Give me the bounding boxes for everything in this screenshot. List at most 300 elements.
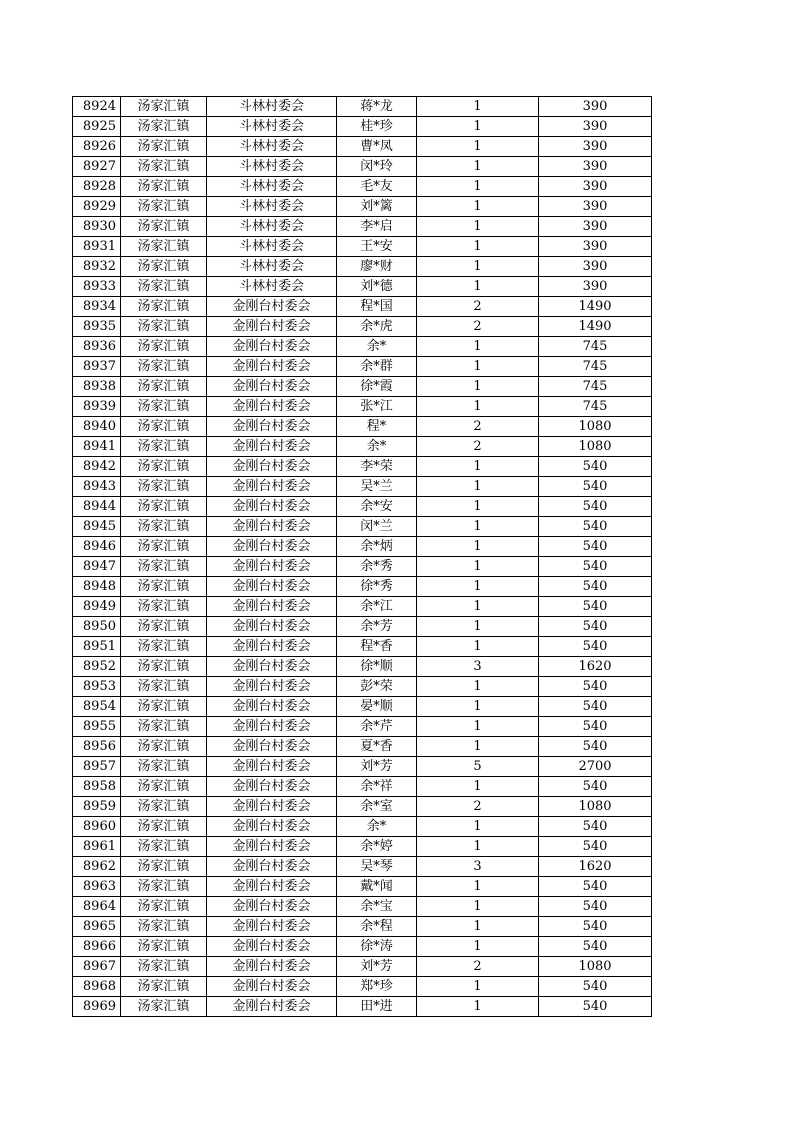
row-number-cell: 8951 <box>73 637 121 657</box>
name-cell: 王*安 <box>337 237 417 257</box>
village-cell: 金刚台村委会 <box>207 557 337 577</box>
count-cell: 1 <box>417 817 539 837</box>
row-number-cell: 8929 <box>73 197 121 217</box>
count-cell: 1 <box>417 497 539 517</box>
village-cell: 斗林村委会 <box>207 237 337 257</box>
table-row <box>73 117 652 137</box>
town-cell: 汤家汇镇 <box>121 837 207 857</box>
row-number-cell: 8950 <box>73 617 121 637</box>
table-row <box>73 877 652 897</box>
village-cell: 金刚台村委会 <box>207 897 337 917</box>
count-cell: 2 <box>417 797 539 817</box>
table-row <box>73 497 652 517</box>
name-cell: 闵*玲 <box>337 157 417 177</box>
village-cell: 金刚台村委会 <box>207 537 337 557</box>
row-number-cell: 8938 <box>73 377 121 397</box>
table-row <box>73 717 652 737</box>
town-cell: 汤家汇镇 <box>121 137 207 157</box>
name-cell: 徐*顺 <box>337 657 417 677</box>
table-row <box>73 517 652 537</box>
village-cell: 斗林村委会 <box>207 217 337 237</box>
count-cell: 1 <box>417 697 539 717</box>
village-cell: 金刚台村委会 <box>207 477 337 497</box>
count-cell: 1 <box>417 137 539 157</box>
table-row <box>73 957 652 977</box>
village-cell: 金刚台村委会 <box>207 857 337 877</box>
name-cell: 彭*荣 <box>337 677 417 697</box>
row-number-cell: 8961 <box>73 837 121 857</box>
count-cell: 1 <box>417 677 539 697</box>
village-cell: 金刚台村委会 <box>207 977 337 997</box>
count-cell: 1 <box>417 477 539 497</box>
row-number-cell: 8967 <box>73 957 121 977</box>
amount-cell: 745 <box>539 337 652 357</box>
table-row <box>73 937 652 957</box>
village-cell: 金刚台村委会 <box>207 877 337 897</box>
name-cell: 徐*霞 <box>337 377 417 397</box>
town-cell: 汤家汇镇 <box>121 637 207 657</box>
row-number-cell: 8965 <box>73 917 121 937</box>
town-cell: 汤家汇镇 <box>121 917 207 937</box>
count-cell: 1 <box>417 897 539 917</box>
row-number-cell: 8944 <box>73 497 121 517</box>
town-cell: 汤家汇镇 <box>121 597 207 617</box>
town-cell: 汤家汇镇 <box>121 357 207 377</box>
table-row <box>73 837 652 857</box>
amount-cell: 1080 <box>539 797 652 817</box>
name-cell: 刘*芳 <box>337 957 417 977</box>
town-cell: 汤家汇镇 <box>121 877 207 897</box>
amount-cell: 1080 <box>539 417 652 437</box>
count-cell: 1 <box>417 977 539 997</box>
amount-cell: 540 <box>539 977 652 997</box>
row-number-cell: 8959 <box>73 797 121 817</box>
town-cell: 汤家汇镇 <box>121 377 207 397</box>
row-number-cell: 8940 <box>73 417 121 437</box>
village-cell: 斗林村委会 <box>207 97 337 117</box>
town-cell: 汤家汇镇 <box>121 557 207 577</box>
table-row <box>73 457 652 477</box>
name-cell: 闵*兰 <box>337 517 417 537</box>
table-row <box>73 257 652 277</box>
town-cell: 汤家汇镇 <box>121 957 207 977</box>
amount-cell: 540 <box>539 677 652 697</box>
table-row <box>73 537 652 557</box>
town-cell: 汤家汇镇 <box>121 177 207 197</box>
data-table <box>72 96 652 1017</box>
amount-cell: 1080 <box>539 957 652 977</box>
table-row <box>73 997 652 1017</box>
amount-cell: 745 <box>539 377 652 397</box>
table-row <box>73 397 652 417</box>
town-cell: 汤家汇镇 <box>121 417 207 437</box>
table-row <box>73 157 652 177</box>
name-cell: 吴*兰 <box>337 477 417 497</box>
village-cell: 金刚台村委会 <box>207 497 337 517</box>
table-row <box>73 817 652 837</box>
name-cell: 徐*秀 <box>337 577 417 597</box>
village-cell: 金刚台村委会 <box>207 917 337 937</box>
village-cell: 金刚台村委会 <box>207 577 337 597</box>
row-number-cell: 8968 <box>73 977 121 997</box>
table-row <box>73 777 652 797</box>
count-cell: 1 <box>417 557 539 577</box>
name-cell: 刘*篱 <box>337 197 417 217</box>
village-cell: 金刚台村委会 <box>207 357 337 377</box>
row-number-cell: 8924 <box>73 97 121 117</box>
amount-cell: 540 <box>539 497 652 517</box>
village-cell: 金刚台村委会 <box>207 937 337 957</box>
amount-cell: 390 <box>539 257 652 277</box>
town-cell: 汤家汇镇 <box>121 797 207 817</box>
amount-cell: 540 <box>539 877 652 897</box>
amount-cell: 390 <box>539 277 652 297</box>
village-cell: 斗林村委会 <box>207 257 337 277</box>
amount-cell: 390 <box>539 237 652 257</box>
amount-cell: 540 <box>539 617 652 637</box>
count-cell: 1 <box>417 717 539 737</box>
name-cell: 余*江 <box>337 597 417 617</box>
village-cell: 金刚台村委会 <box>207 517 337 537</box>
town-cell: 汤家汇镇 <box>121 157 207 177</box>
amount-cell: 540 <box>539 777 652 797</box>
table-row <box>73 437 652 457</box>
village-cell: 金刚台村委会 <box>207 677 337 697</box>
amount-cell: 540 <box>539 897 652 917</box>
table-row <box>73 757 652 777</box>
town-cell: 汤家汇镇 <box>121 477 207 497</box>
table-body <box>73 97 652 1017</box>
count-cell: 2 <box>417 417 539 437</box>
town-cell: 汤家汇镇 <box>121 937 207 957</box>
row-number-cell: 8936 <box>73 337 121 357</box>
table-row <box>73 417 652 437</box>
amount-cell: 540 <box>539 637 652 657</box>
row-number-cell: 8927 <box>73 157 121 177</box>
table-row <box>73 577 652 597</box>
table-row <box>73 337 652 357</box>
amount-cell: 540 <box>539 597 652 617</box>
village-cell: 金刚台村委会 <box>207 337 337 357</box>
count-cell: 1 <box>417 237 539 257</box>
name-cell: 余*祥 <box>337 777 417 797</box>
village-cell: 斗林村委会 <box>207 157 337 177</box>
count-cell: 2 <box>417 317 539 337</box>
name-cell: 余*宝 <box>337 897 417 917</box>
town-cell: 汤家汇镇 <box>121 617 207 637</box>
name-cell: 蒋*龙 <box>337 97 417 117</box>
count-cell: 1 <box>417 397 539 417</box>
count-cell: 1 <box>417 277 539 297</box>
name-cell: 余* <box>337 337 417 357</box>
town-cell: 汤家汇镇 <box>121 97 207 117</box>
row-number-cell: 8956 <box>73 737 121 757</box>
row-number-cell: 8926 <box>73 137 121 157</box>
name-cell: 李*荣 <box>337 457 417 477</box>
count-cell: 1 <box>417 217 539 237</box>
amount-cell: 390 <box>539 117 652 137</box>
village-cell: 金刚台村委会 <box>207 437 337 457</box>
count-cell: 1 <box>417 737 539 757</box>
table-row <box>73 677 652 697</box>
town-cell: 汤家汇镇 <box>121 897 207 917</box>
count-cell: 1 <box>417 937 539 957</box>
name-cell: 刘*芳 <box>337 757 417 777</box>
town-cell: 汤家汇镇 <box>121 197 207 217</box>
amount-cell: 540 <box>539 577 652 597</box>
row-number-cell: 8962 <box>73 857 121 877</box>
table-row <box>73 557 652 577</box>
amount-cell: 1490 <box>539 297 652 317</box>
row-number-cell: 8958 <box>73 777 121 797</box>
village-cell: 金刚台村委会 <box>207 837 337 857</box>
count-cell: 1 <box>417 177 539 197</box>
count-cell: 1 <box>417 457 539 477</box>
village-cell: 金刚台村委会 <box>207 697 337 717</box>
village-cell: 金刚台村委会 <box>207 417 337 437</box>
town-cell: 汤家汇镇 <box>121 317 207 337</box>
amount-cell: 1620 <box>539 857 652 877</box>
town-cell: 汤家汇镇 <box>121 537 207 557</box>
table-row <box>73 897 652 917</box>
table-row <box>73 277 652 297</box>
row-number-cell: 8942 <box>73 457 121 477</box>
table-row <box>73 477 652 497</box>
amount-cell: 390 <box>539 97 652 117</box>
amount-cell: 745 <box>539 397 652 417</box>
row-number-cell: 8937 <box>73 357 121 377</box>
name-cell: 余*炳 <box>337 537 417 557</box>
village-cell: 斗林村委会 <box>207 277 337 297</box>
count-cell: 3 <box>417 857 539 877</box>
name-cell: 余*程 <box>337 917 417 937</box>
amount-cell: 745 <box>539 357 652 377</box>
amount-cell: 540 <box>539 517 652 537</box>
name-cell: 余*虎 <box>337 317 417 337</box>
table-row <box>73 977 652 997</box>
amount-cell: 390 <box>539 137 652 157</box>
town-cell: 汤家汇镇 <box>121 237 207 257</box>
village-cell: 金刚台村委会 <box>207 957 337 977</box>
amount-cell: 540 <box>539 937 652 957</box>
table-row <box>73 697 652 717</box>
count-cell: 1 <box>417 997 539 1017</box>
name-cell: 夏*香 <box>337 737 417 757</box>
count-cell: 3 <box>417 657 539 677</box>
count-cell: 1 <box>417 377 539 397</box>
amount-cell: 540 <box>539 557 652 577</box>
count-cell: 1 <box>417 617 539 637</box>
village-cell: 金刚台村委会 <box>207 457 337 477</box>
name-cell: 余*芹 <box>337 717 417 737</box>
row-number-cell: 8934 <box>73 297 121 317</box>
row-number-cell: 8943 <box>73 477 121 497</box>
count-cell: 1 <box>417 197 539 217</box>
row-number-cell: 8925 <box>73 117 121 137</box>
village-cell: 金刚台村委会 <box>207 637 337 657</box>
count-cell: 1 <box>417 97 539 117</box>
village-cell: 金刚台村委会 <box>207 377 337 397</box>
count-cell: 1 <box>417 157 539 177</box>
table-row <box>73 297 652 317</box>
row-number-cell: 8941 <box>73 437 121 457</box>
table-row <box>73 637 652 657</box>
row-number-cell: 8948 <box>73 577 121 597</box>
table-row <box>73 97 652 117</box>
town-cell: 汤家汇镇 <box>121 657 207 677</box>
name-cell: 余*婷 <box>337 837 417 857</box>
row-number-cell: 8954 <box>73 697 121 717</box>
amount-cell: 540 <box>539 997 652 1017</box>
town-cell: 汤家汇镇 <box>121 437 207 457</box>
town-cell: 汤家汇镇 <box>121 677 207 697</box>
count-cell: 1 <box>417 837 539 857</box>
table-row <box>73 657 652 677</box>
amount-cell: 540 <box>539 917 652 937</box>
count-cell: 1 <box>417 117 539 137</box>
name-cell: 田*进 <box>337 997 417 1017</box>
name-cell: 余* <box>337 437 417 457</box>
table-row <box>73 857 652 877</box>
town-cell: 汤家汇镇 <box>121 717 207 737</box>
amount-cell: 390 <box>539 177 652 197</box>
table-row <box>73 317 652 337</box>
town-cell: 汤家汇镇 <box>121 277 207 297</box>
name-cell: 余*安 <box>337 497 417 517</box>
village-cell: 金刚台村委会 <box>207 737 337 757</box>
table-row <box>73 217 652 237</box>
name-cell: 余*室 <box>337 797 417 817</box>
count-cell: 1 <box>417 637 539 657</box>
village-cell: 金刚台村委会 <box>207 717 337 737</box>
table-row <box>73 737 652 757</box>
row-number-cell: 8964 <box>73 897 121 917</box>
table-row <box>73 357 652 377</box>
amount-cell: 2700 <box>539 757 652 777</box>
count-cell: 5 <box>417 757 539 777</box>
count-cell: 2 <box>417 957 539 977</box>
count-cell: 1 <box>417 577 539 597</box>
table-row <box>73 917 652 937</box>
amount-cell: 1490 <box>539 317 652 337</box>
table-row <box>73 177 652 197</box>
count-cell: 1 <box>417 777 539 797</box>
row-number-cell: 8935 <box>73 317 121 337</box>
village-cell: 金刚台村委会 <box>207 297 337 317</box>
name-cell: 吴*琴 <box>337 857 417 877</box>
village-cell: 斗林村委会 <box>207 117 337 137</box>
table-row <box>73 237 652 257</box>
town-cell: 汤家汇镇 <box>121 757 207 777</box>
amount-cell: 390 <box>539 197 652 217</box>
row-number-cell: 8928 <box>73 177 121 197</box>
village-cell: 斗林村委会 <box>207 197 337 217</box>
town-cell: 汤家汇镇 <box>121 777 207 797</box>
village-cell: 金刚台村委会 <box>207 657 337 677</box>
name-cell: 李*启 <box>337 217 417 237</box>
town-cell: 汤家汇镇 <box>121 857 207 877</box>
name-cell: 张*江 <box>337 397 417 417</box>
count-cell: 1 <box>417 357 539 377</box>
village-cell: 斗林村委会 <box>207 137 337 157</box>
name-cell: 余*秀 <box>337 557 417 577</box>
row-number-cell: 8953 <box>73 677 121 697</box>
village-cell: 金刚台村委会 <box>207 817 337 837</box>
name-cell: 程*香 <box>337 637 417 657</box>
row-number-cell: 8969 <box>73 997 121 1017</box>
row-number-cell: 8963 <box>73 877 121 897</box>
count-cell: 1 <box>417 517 539 537</box>
row-number-cell: 8933 <box>73 277 121 297</box>
name-cell: 戴*闻 <box>337 877 417 897</box>
village-cell: 金刚台村委会 <box>207 317 337 337</box>
amount-cell: 540 <box>539 737 652 757</box>
name-cell: 程* <box>337 417 417 437</box>
name-cell: 廖*财 <box>337 257 417 277</box>
table-row <box>73 197 652 217</box>
town-cell: 汤家汇镇 <box>121 997 207 1017</box>
name-cell: 徐*涛 <box>337 937 417 957</box>
count-cell: 1 <box>417 257 539 277</box>
row-number-cell: 8955 <box>73 717 121 737</box>
town-cell: 汤家汇镇 <box>121 497 207 517</box>
amount-cell: 540 <box>539 697 652 717</box>
name-cell: 毛*友 <box>337 177 417 197</box>
name-cell: 余* <box>337 817 417 837</box>
name-cell: 程*国 <box>337 297 417 317</box>
row-number-cell: 8966 <box>73 937 121 957</box>
town-cell: 汤家汇镇 <box>121 737 207 757</box>
town-cell: 汤家汇镇 <box>121 217 207 237</box>
row-number-cell: 8957 <box>73 757 121 777</box>
village-cell: 金刚台村委会 <box>207 597 337 617</box>
town-cell: 汤家汇镇 <box>121 977 207 997</box>
row-number-cell: 8930 <box>73 217 121 237</box>
village-cell: 金刚台村委会 <box>207 757 337 777</box>
table-row <box>73 797 652 817</box>
town-cell: 汤家汇镇 <box>121 337 207 357</box>
table-row <box>73 617 652 637</box>
name-cell: 曹*凤 <box>337 137 417 157</box>
village-cell: 斗林村委会 <box>207 177 337 197</box>
village-cell: 金刚台村委会 <box>207 797 337 817</box>
name-cell: 余*群 <box>337 357 417 377</box>
town-cell: 汤家汇镇 <box>121 697 207 717</box>
town-cell: 汤家汇镇 <box>121 117 207 137</box>
town-cell: 汤家汇镇 <box>121 517 207 537</box>
count-cell: 1 <box>417 877 539 897</box>
town-cell: 汤家汇镇 <box>121 457 207 477</box>
amount-cell: 540 <box>539 717 652 737</box>
count-cell: 1 <box>417 597 539 617</box>
town-cell: 汤家汇镇 <box>121 297 207 317</box>
amount-cell: 390 <box>539 157 652 177</box>
name-cell: 余*芳 <box>337 617 417 637</box>
row-number-cell: 8952 <box>73 657 121 677</box>
village-cell: 金刚台村委会 <box>207 397 337 417</box>
amount-cell: 390 <box>539 217 652 237</box>
row-number-cell: 8931 <box>73 237 121 257</box>
town-cell: 汤家汇镇 <box>121 257 207 277</box>
row-number-cell: 8947 <box>73 557 121 577</box>
row-number-cell: 8946 <box>73 537 121 557</box>
amount-cell: 540 <box>539 457 652 477</box>
count-cell: 2 <box>417 437 539 457</box>
count-cell: 1 <box>417 917 539 937</box>
table-row <box>73 377 652 397</box>
amount-cell: 540 <box>539 477 652 497</box>
row-number-cell: 8960 <box>73 817 121 837</box>
